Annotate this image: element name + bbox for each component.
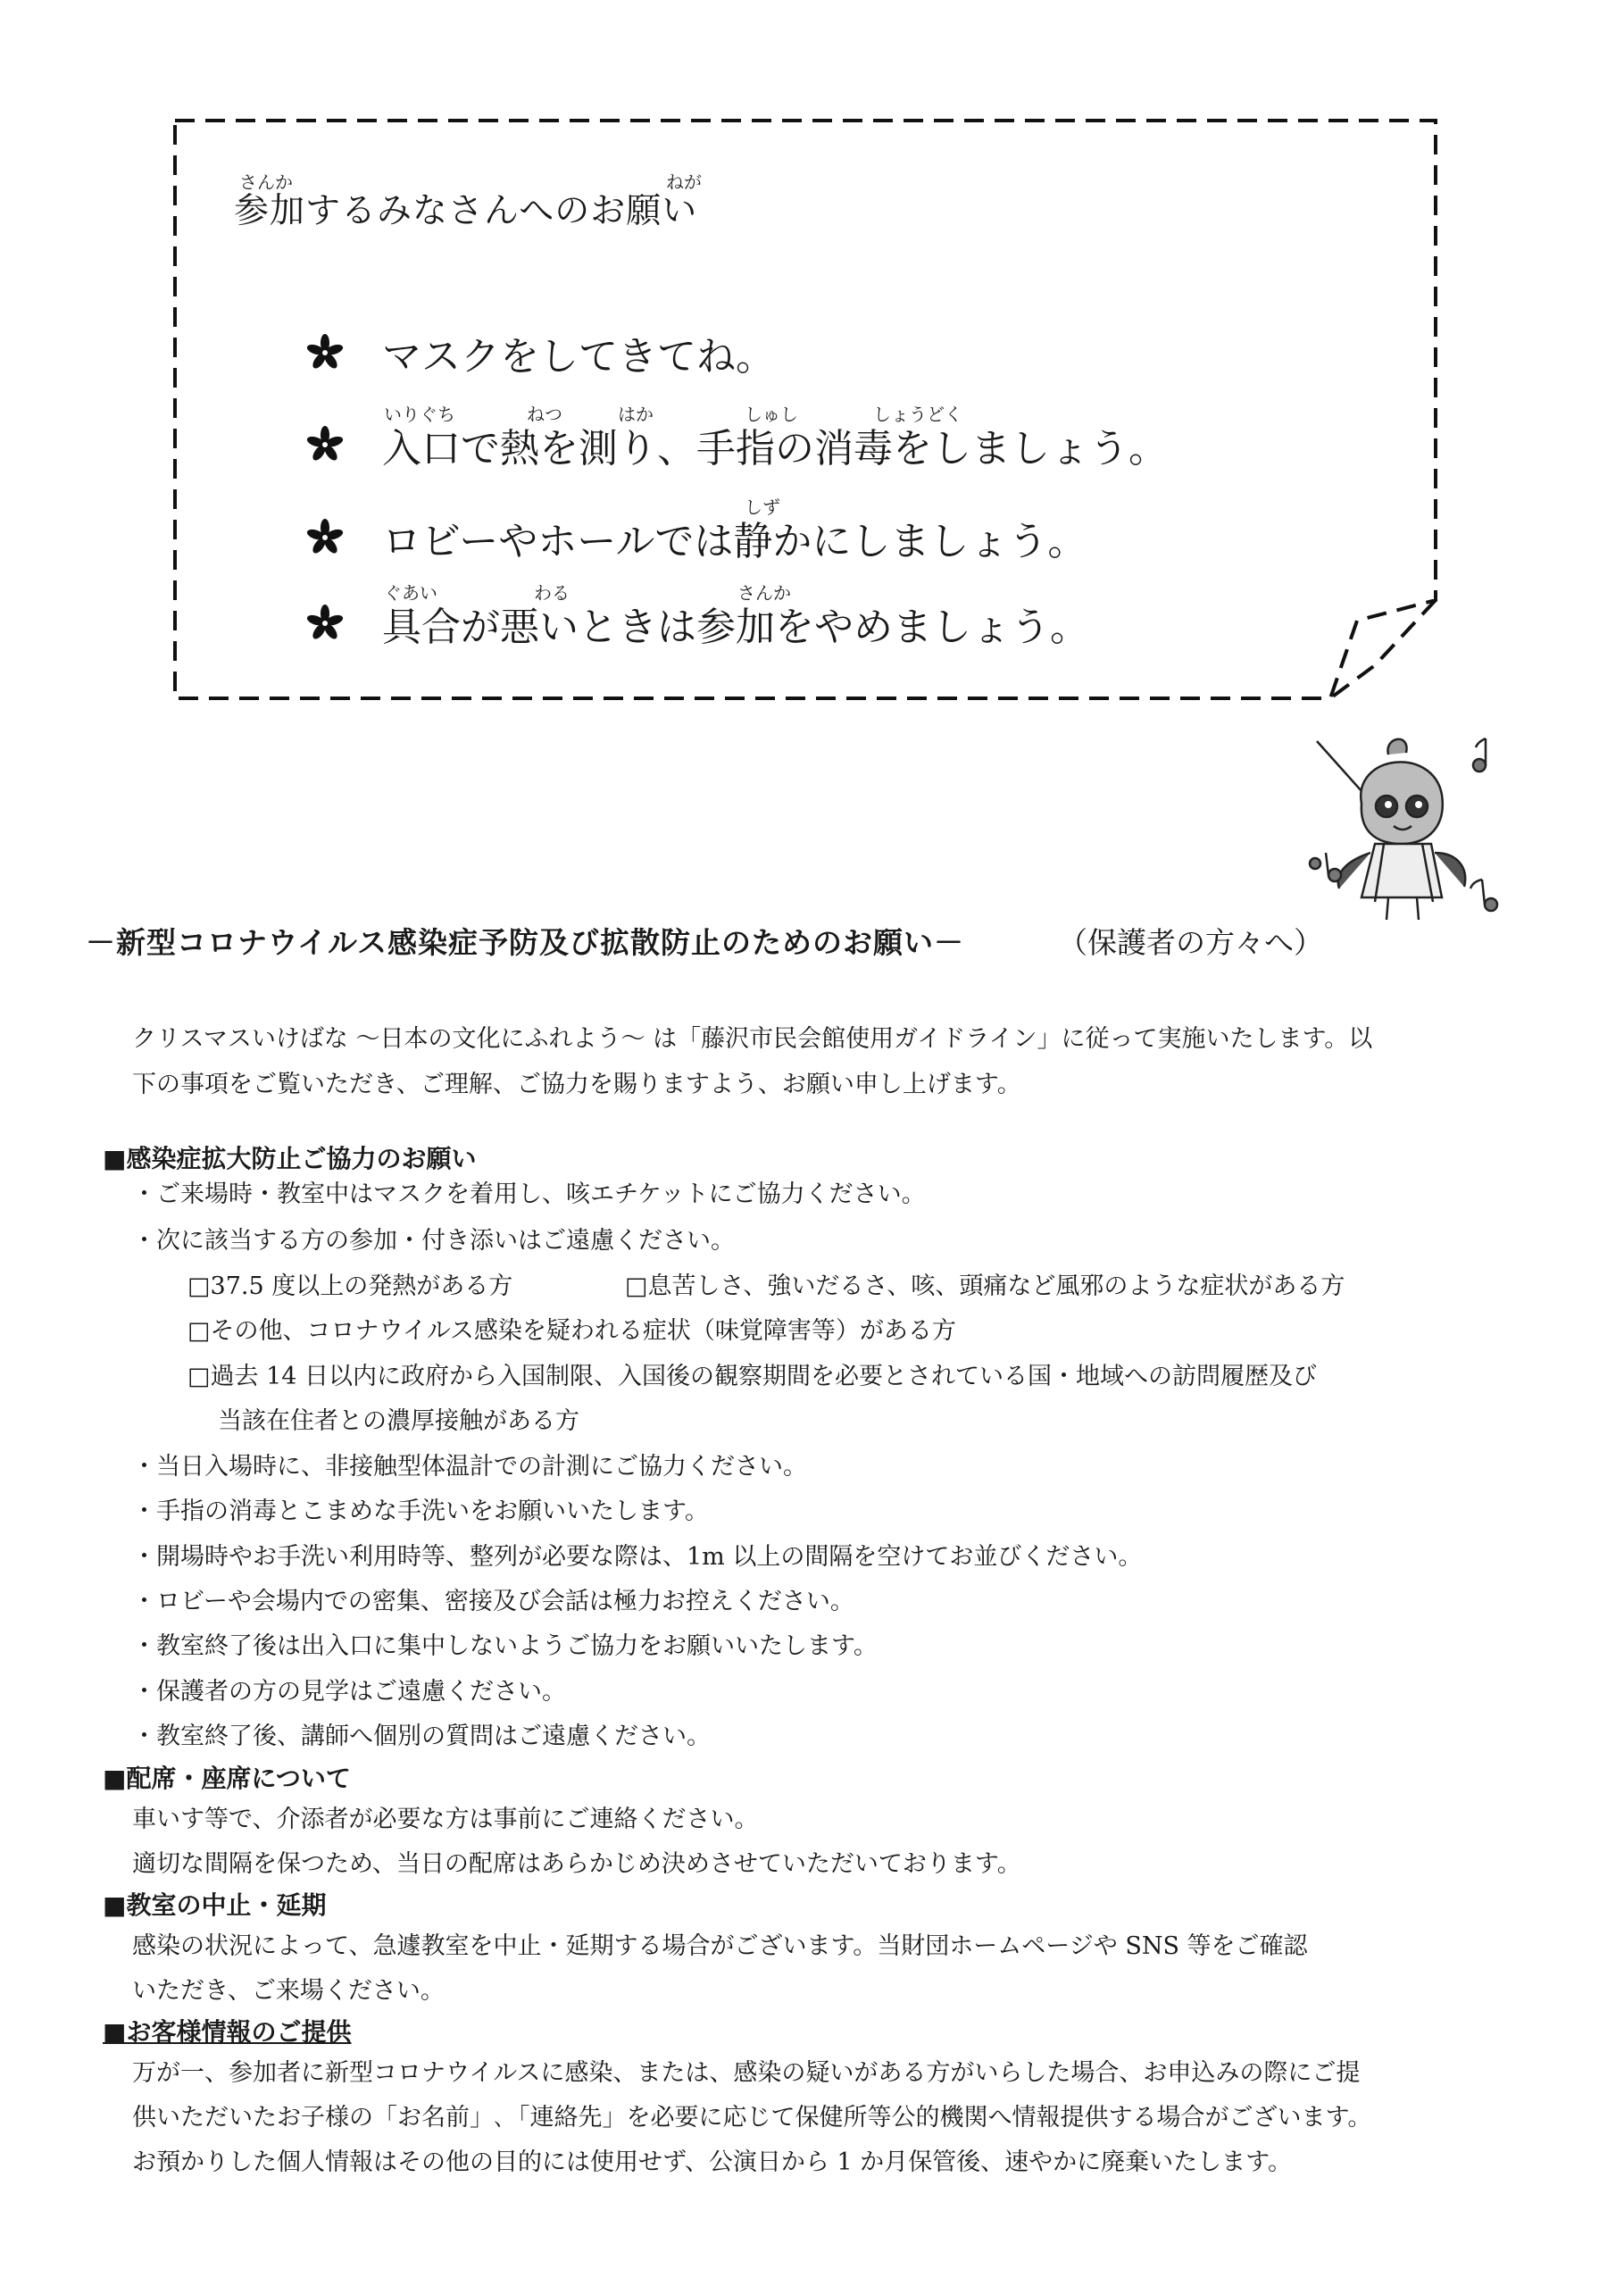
list-item: ・ご来場時・教室中はマスクを着用し、咳エチケットにご協力ください。 <box>132 1181 926 1208</box>
list-item: □その他、コロナウイルス感染を疑われる症状（味覚障害等）がある方 <box>187 1317 956 1345</box>
notice-audience: （保護者の方々へ） <box>1058 925 1323 960</box>
list-item: いただき、ご来場ください。 <box>132 1977 445 2005</box>
list-item: 車いす等で、介添者が必要な方は事前にご連絡ください。 <box>132 1806 759 1833</box>
notice-bullet <box>304 511 1087 564</box>
list-item: ・次に該当する方の参加・付き添いはご遠慮ください。 <box>132 1227 735 1255</box>
section-heading: ■お客様情報のご提供 <box>103 2017 352 2047</box>
notice-bullet <box>304 326 775 380</box>
list-item: 感染の状況によって、急遽教室を中止・延期する場合がございます。当財団ホームページや SNS 等をご確認 <box>132 1932 1308 1960</box>
list-item: ・当日入場時に、非接触型体温計での計測にご協力ください。 <box>132 1453 807 1481</box>
notice-bullet <box>304 418 1168 471</box>
section-heading: ■感染症拡大防止ご協力のお願い <box>103 1144 477 1173</box>
bullet-text: 入口で熱を測り、手指の消毒をしましょう。 <box>382 426 1168 471</box>
list-item: ・開場時やお手洗い利用時等、整列が必要な際は、1m 以上の間隔を空けてお並びください。 <box>132 1543 1143 1571</box>
ruby-sanka: さんか <box>239 171 293 193</box>
list-item: □37.5 度以上の発熱がある方 <box>187 1272 513 1300</box>
section-heading: ■教室の中止・延期 <box>103 1890 327 1920</box>
list-item: ・教室終了後、講師へ個別の質問はご遠慮ください。 <box>132 1723 711 1750</box>
list-item: お預かりした個人情報はその他の目的には使用せず、公演日から 1 か月保管後、速やかに廃棄いたします。 <box>132 2148 1293 2176</box>
ruby: しず <box>745 496 780 518</box>
list-item: 供いただいたお子様の「お名前」､「連絡先」を必要に応じて保健所等公的機関へ情報提供する場合がございます。 <box>132 2104 1372 2132</box>
list-item: ・教室終了後は出入口に集中しないようご協力をお願いいたします。 <box>132 1632 878 1660</box>
flower-asterisk-icon <box>304 331 346 374</box>
ruby: わる <box>534 582 570 604</box>
ruby: しゅし <box>745 404 798 425</box>
ruby: ねつ <box>527 404 562 425</box>
ruby: いりぐち <box>384 404 455 425</box>
flower-asterisk-icon <box>304 602 346 645</box>
list-item: ・保護者の方の見学はご遠慮ください。 <box>132 1678 566 1706</box>
notice-bullet <box>304 597 1089 650</box>
list-item: ・手指の消毒とこまめな手洗いをお願いいたします。 <box>132 1498 709 1525</box>
bullet-text: ロビーやホールでは静かにしましょう。 <box>382 519 1087 564</box>
ruby: はか <box>618 404 654 425</box>
list-item: 当該在住者との濃厚接触がある方 <box>218 1407 579 1435</box>
notice-title: －新型コロナウイルス感染症予防及び拡散防止のためのお願い－ <box>86 925 965 960</box>
bullet-text: 具合が悪いときは参加をやめましょう。 <box>382 605 1089 650</box>
list-item: 万が一、参加者に新型コロナウイルスに感染、または、感染の疑いがある方がいらした場合、お申込みの際にご提 <box>132 2059 1361 2087</box>
intro-line: クリスマスいけばな ～日本の文化にふれよう～ は「藤沢市民会館使用ガイドライン」に従って実施いたします。以 <box>132 1025 1373 1053</box>
ruby: しょうどく <box>873 404 962 425</box>
ruby: さんか <box>737 582 791 604</box>
ruby-nega: ねが <box>666 171 702 193</box>
ruby: ぐあい <box>384 582 437 604</box>
list-item: ・ロビーや会場内での密集、密接及び会話は極力お控えください。 <box>132 1588 854 1615</box>
notice-box-title: 参加するみなさんへのお願い <box>234 191 698 231</box>
bullet-text: マスクをしてきてね。 <box>382 334 775 380</box>
flower-asterisk-icon <box>304 516 346 559</box>
intro-line: 下の事項をご覧いただき、ご理解、ご協力を賜りますよう、お願い申し上げます。 <box>132 1071 1021 1098</box>
list-item: □息苦しさ、強いだるさ、咳、頭痛など風邪のような症状がある方 <box>625 1272 1345 1300</box>
section-heading: ■配席・座席について <box>103 1764 351 1793</box>
intro-paragraph <box>132 1016 1372 1107</box>
flower-asterisk-icon <box>304 423 346 466</box>
list-item: □過去 14 日以内に政府から入国制限、入国後の観察期間を必要とされている国・地域への訪問履歴及び <box>187 1363 1318 1390</box>
conductor-mascot-icon <box>1299 719 1513 924</box>
list-item: 適切な間隔を保つため、当日の配席はあらかじめ決めさせていただいております。 <box>132 1850 1021 1878</box>
